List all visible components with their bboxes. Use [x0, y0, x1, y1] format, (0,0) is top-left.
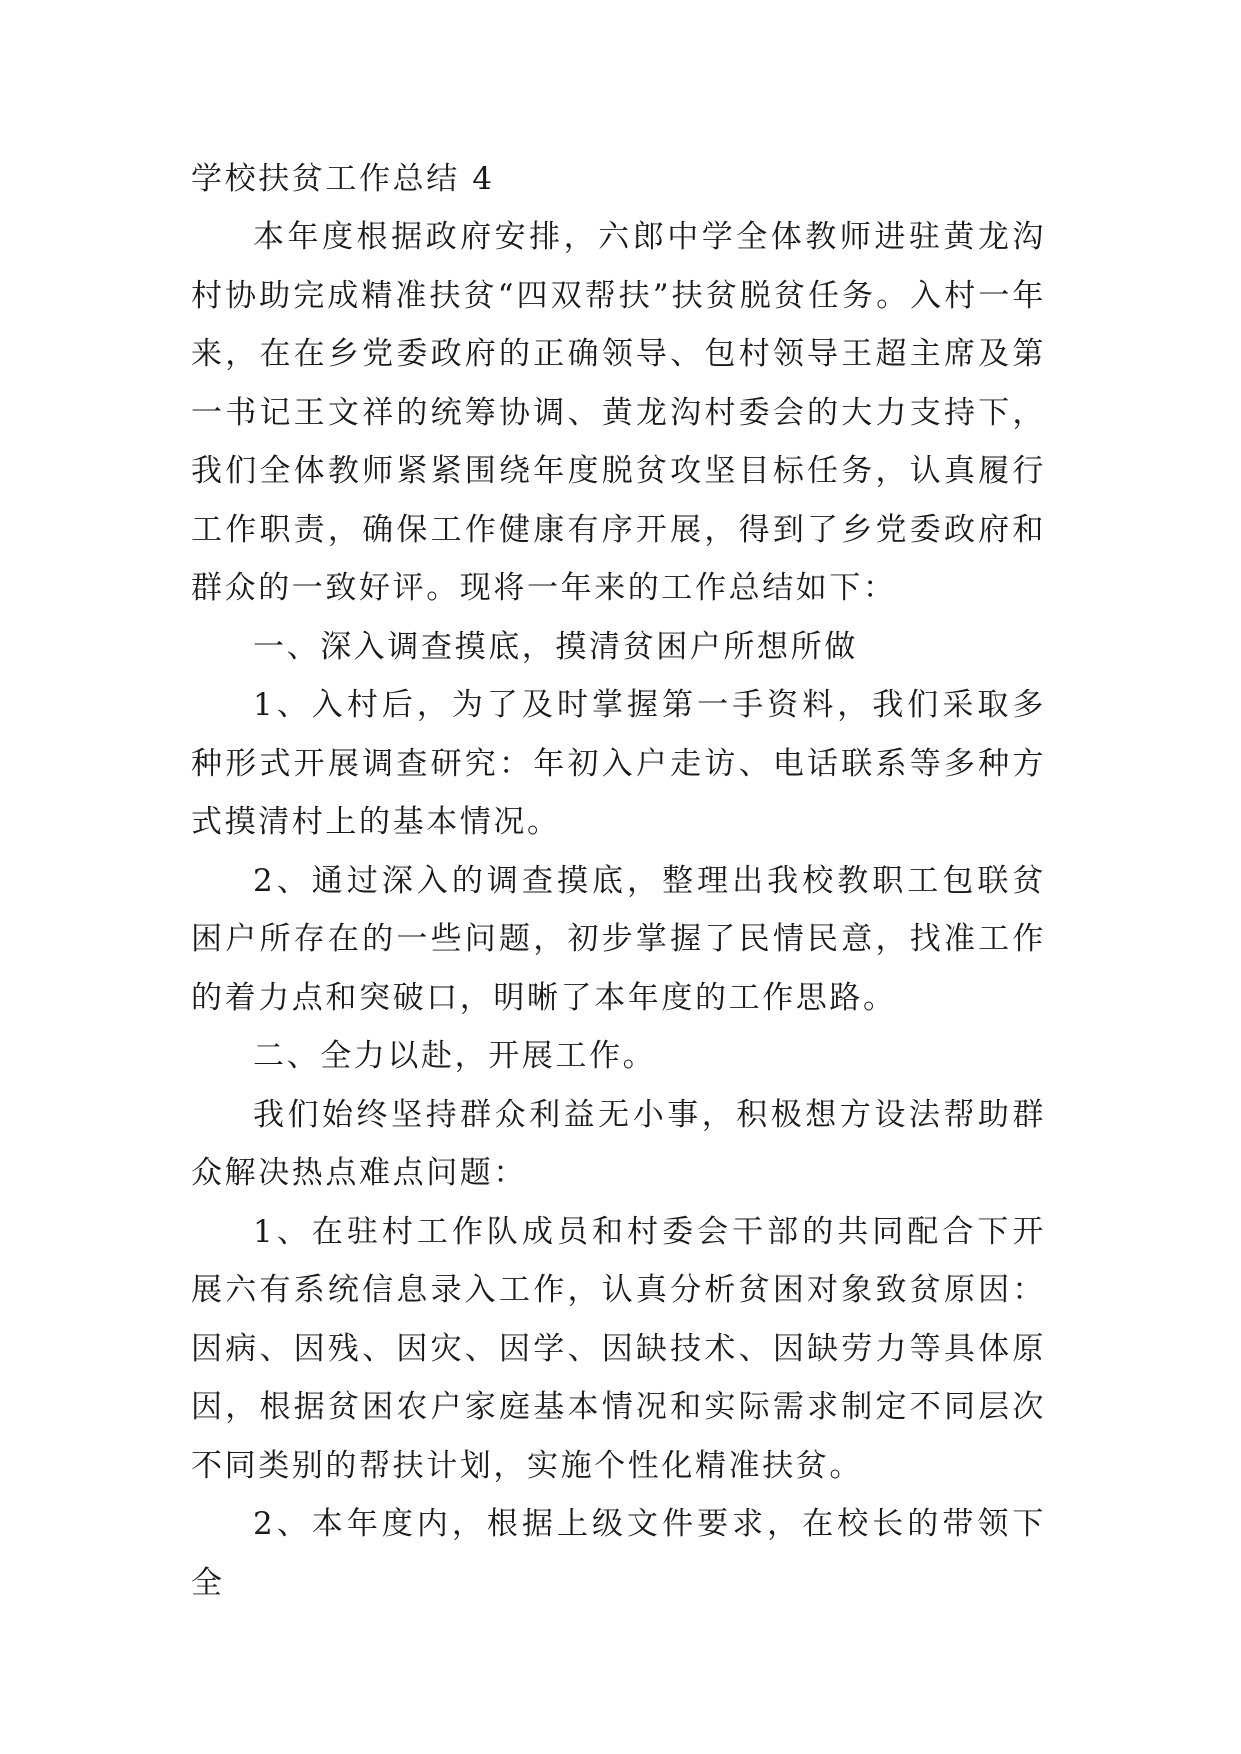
section-1-item-2: 2、通过深入的调查摸底，整理出我校教职工包联贫困户所存在的一些问题，初步掌握了民情民意，找准工作的着力点和突破口，明晰了本年度的工作思路。: [191, 862, 1046, 1016]
section-2-item-2: 2、本年度内，根据上级文件要求，在校长的带领下全: [191, 1506, 1046, 1601]
section-2-item-1: 1、在驻村工作队成员和村委会干部的共同配合下开展六有系统信息录入工作，认真分析贫困对象致贫原因：因病、因残、因灾、因学、因缺技术、因缺劳力等具体原因，根据贫困农户家庭基本情况和实际需求制定不同层次不同类别的帮扶计划，实施个性化精准扶贫。: [191, 1213, 1046, 1484]
section-2-intro: 我们始终坚持群众利益无小事，积极想方设法帮助群众解决热点难点问题：: [191, 1096, 1046, 1191]
document-title: 学校扶贫工作总结 4: [191, 161, 495, 197]
section-1-item-1: 1、入村后，为了及时掌握第一手资料，我们采取多种形式开展调查研究：年初入户走访、电话联系等多种方式摸清村上的基本情况。: [191, 687, 1046, 840]
intro-paragraph: 本年度根据政府安排，六郎中学全体教师进驻黄龙沟村协助完成精准扶贫“四双帮扶”扶贫脱贫任务。入村一年来，在在乡党委政府的正确领导、包村领导王超主席及第一书记王文祥的统筹协调、黄龙沟村委会的大力支持下，我们全体教师紧紧围绕年度脱贫攻坚目标任务，认真履行工作职责，确保工作健康有序开展，得到了乡党委政府和群众的一致好评。现将一年来的工作总结如下：: [191, 219, 1046, 606]
section-2-heading: 二、全力以赴，开展工作。: [253, 1038, 657, 1074]
section-1-heading: 一、深入调查摸底，摸清贫困户所想所做: [253, 628, 858, 665]
document-body: [191, 150, 1046, 1612]
